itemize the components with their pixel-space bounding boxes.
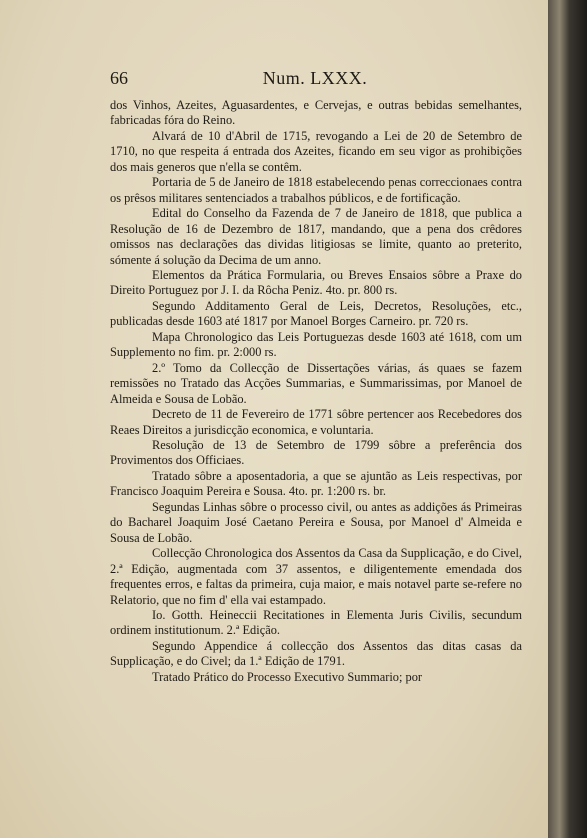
- paragraph-portaria-1818: Portaria de 5 de Janeiro de 1818 estabelecendo penas correccionaes contra os prêsos militares sentenciados a trabalhos públicos, e de fortificação.: [110, 175, 522, 205]
- paragraph-segundo-appendice: Segundo Appendice á collecção dos Assentos das ditas casas da Supplicação, e do Civel; da 1.ª Edição de 1791.: [110, 638, 522, 669]
- paragraph-elementos-pratica: Elementos da Prática Formularia, ou Breves Ensaios sôbre a Praxe do Direito Portuguez por J. I. da Rôcha Peniz. 4to. pr. 800 rs.: [110, 267, 522, 298]
- paragraph-continuation: dos Vinhos, Azeites, Aguasardentes, e Cervejas, e outras bebidas semelhantes, fabricadas fóra do Reino.: [110, 98, 522, 128]
- body-text: [110, 98, 522, 685]
- running-head: Num. LXXX.: [262, 68, 368, 88]
- page-number: 66: [110, 68, 128, 88]
- paragraph-tratado-aposentadoria: Tratado sôbre a aposentadoria, a que se ajuntão as Leis respectivas, por Francisco Joaquim Pereira e Sousa. 4to. pr. 1:200 rs. br.: [110, 468, 522, 499]
- paragraph-alvara-1715: Alvará de 10 d'Abril de 1715, revogando a Lei de 20 de Setembro de 1710, no que respeita á entrada dos Azeites, ficando em seu vigor as prohibições dos mais generos que n'ella se contêm.: [110, 128, 522, 174]
- paragraph-colleccao-chronologica: Collecção Chronologica dos Assentos da Casa da Supplicação, e do Civel, 2.ª Edição, augmentada com 37 assentos, e diligentemente emendada dos frequentes erros, e faltas da primeira, cuja maior, e mais notavel parte se-refere no Relatorio, que no fim d' ella vai estampado.: [110, 546, 522, 607]
- adjacent-page-edge: [548, 0, 587, 838]
- page-header: [110, 68, 520, 90]
- paragraph-resolucao-1799: Resolução de 13 de Setembro de 1799 sôbre a preferência dos Provimentos dos Officiaes.: [110, 437, 522, 468]
- paragraph-edital-1818: Edital do Conselho da Fazenda de 7 de Janeiro de 1818, que publica a Resolução de 16 de Dezembro de 1817, mandando, que a pena dos crêdores omissos nas declarações das dividas litigiosas se limite, quanto ao preterito, sómente á solução da Decima de um anno.: [110, 206, 522, 267]
- paragraph-heineccii: Io. Gotth. Heineccii Recitationes in Elementa Juris Civilis, secundum ordinem institutionum. 2.ª Edição.: [110, 607, 522, 638]
- paragraph-decreto-1771: Decreto de 11 de Fevereiro de 1771 sôbre pertencer aos Recebedores dos Reaes Direitos a jurisdicção economica, e voluntaria.: [110, 407, 522, 437]
- paragraph-segundo-tomo: 2.º Tomo da Collecção de Dissertações várias, ás quaes se fazem remissões no Tratado das Acções Summarias, e Summarissimas, por Manoel de Almeida e Sousa de Lobão.: [110, 360, 522, 406]
- paragraph-mapa-chronologico: Mapa Chronologico das Leis Portuguezas desde 1603 até 1618, com um Supplemento no fim. pr. 2:000 rs.: [110, 329, 522, 360]
- paragraph-segundo-additamento: Segundo Additamento Geral de Leis, Decretos, Resoluções, etc., publicadas desde 1603 até 1817 por Manoel Borges Carneiro. pr. 720 rs.: [110, 298, 522, 329]
- paragraph-segundas-linhas: Segundas Linhas sôbre o processo civil, ou antes as addições ás Primeiras do Bacharel Joaquim José Caetano Pereira e Sousa, por Manoel d' Almeida e Sousa de Lobão.: [110, 499, 522, 545]
- paragraph-tratado-pratico: Tratado Prático do Processo Executivo Summario; por: [152, 669, 423, 684]
